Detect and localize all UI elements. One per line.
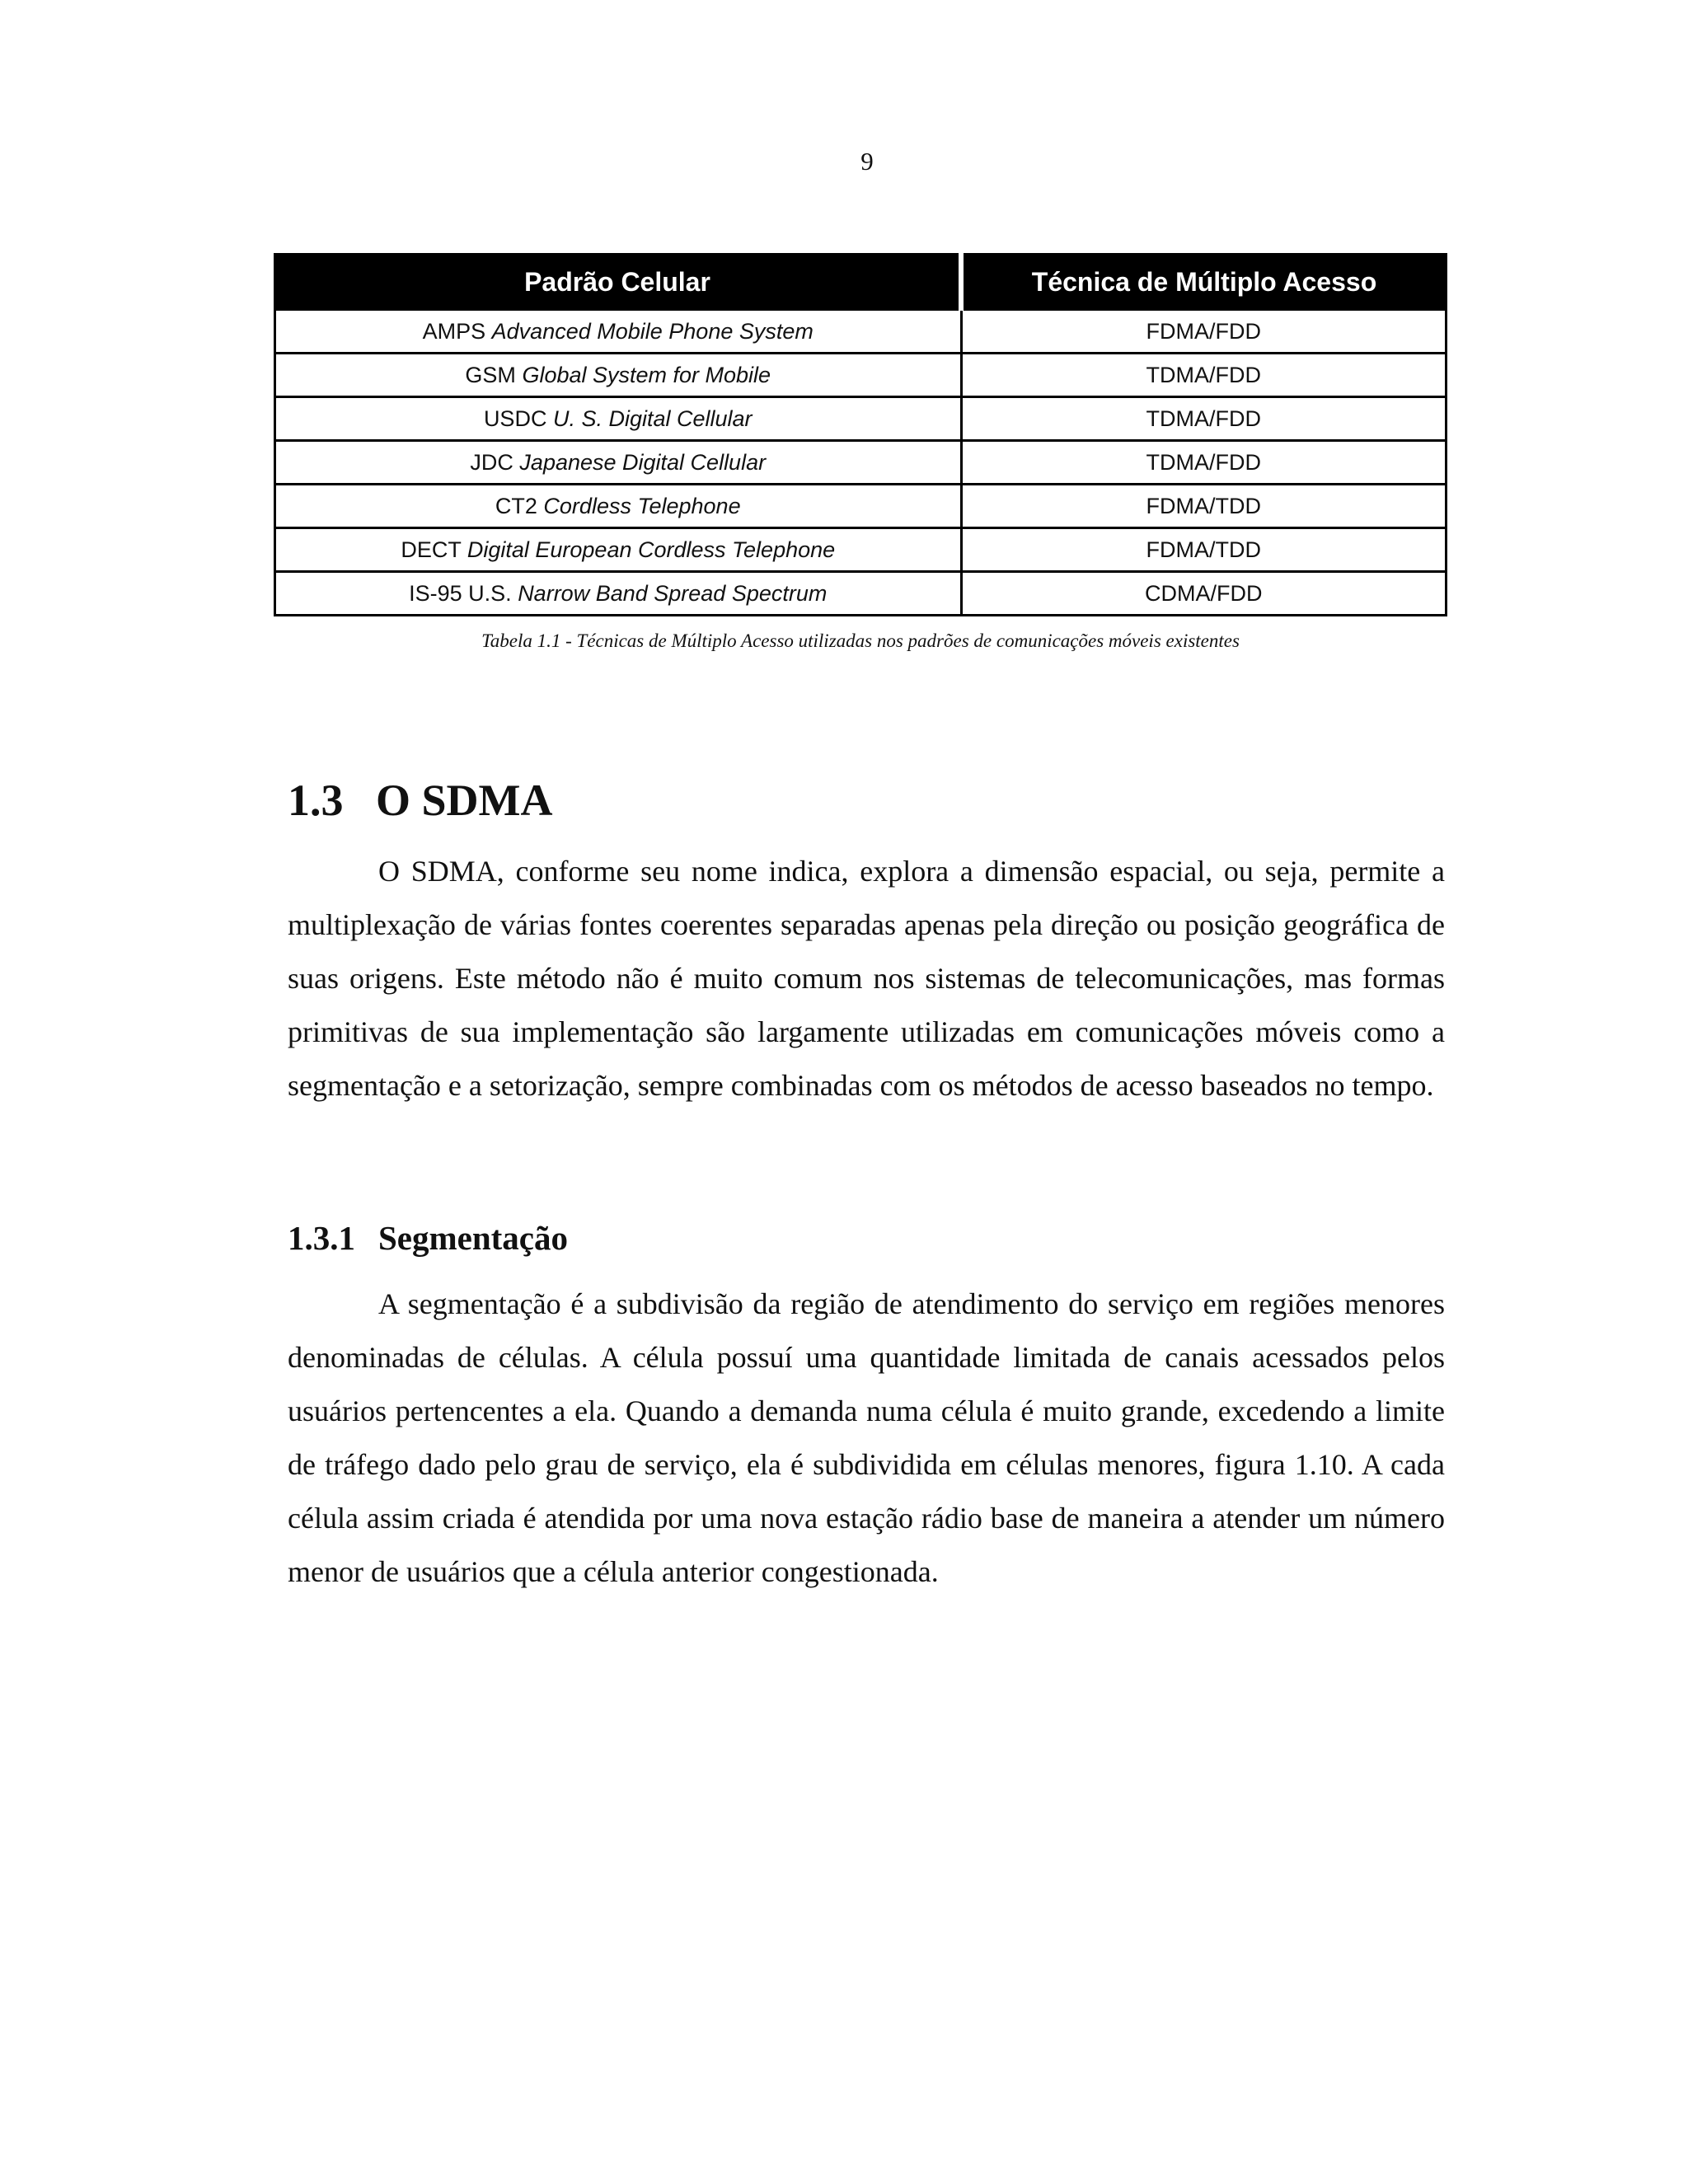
sdma-paragraph: O SDMA, conforme seu nome indica, explora a dimensão espacial, ou seja, permite a multiplexação de várias fontes coerentes separadas apenas pela direção ou posição geográfica de suas origens. Este método não é muito comum nos sistemas de telecomunicações, mas formas primitivas de sua implementação são largamente utilizadas em comunicações móveis como a segmentação e a setorização, sempre combinadas com os métodos de acesso baseados no tempo. — [288, 855, 1445, 1102]
table-row — [275, 354, 1447, 397]
standard-full-name: Advanced Mobile Phone System — [491, 318, 814, 344]
standard-full-name: Narrow Band Spread Spectrum — [518, 580, 828, 606]
standard-abbr: USDC — [483, 405, 547, 431]
standard-abbr: IS-95 U.S. — [409, 580, 512, 606]
section-heading — [288, 775, 553, 826]
subsection-heading — [288, 1218, 568, 1258]
standard-abbr: GSM — [465, 362, 516, 387]
technique-cell: TDMA/FDD — [961, 397, 1447, 441]
page-number: 9 — [860, 147, 874, 176]
header-access-technique: Técnica de Múltiplo Acesso — [961, 255, 1447, 310]
subsection-title: Segmentação — [378, 1219, 569, 1257]
segmentation-paragraph: A segmentação é a subdivisão da região de atendimento do serviço em regiões menores denominadas de células. A célula possuí uma quantidade limitada de canais acessados pelos usuários pertencentes a ela. Quando a demanda numa célula é muito grande, excedendo a limite de tráfego dado pelo grau de serviço, ela é subdividida em células menores, figura 1.10. A cada célula assim criada é atendida por uma nova estação rádio base de maneira a atender um número menor de usuários que a célula anterior congestionada. — [288, 1287, 1445, 1588]
technique-cell: CDMA/FDD — [961, 572, 1447, 616]
standard-abbr: DECT — [401, 537, 462, 562]
table-row — [275, 485, 1447, 528]
standard-cell — [275, 485, 962, 528]
table-body — [275, 310, 1447, 616]
header-cellular-standard: Padrão Celular — [275, 255, 962, 310]
standard-full-name: Japanese Digital Cellular — [519, 449, 767, 475]
standard-abbr: JDC — [470, 449, 513, 475]
table-row — [275, 528, 1447, 572]
table-row — [275, 572, 1447, 616]
standard-full-name: Global System for Mobile — [522, 362, 771, 387]
table-caption: Tabela 1.1 - Técnicas de Múltiplo Acesso utilizadas nos padrões de comunicações móveis existentes — [481, 630, 1240, 651]
standard-cell — [275, 310, 962, 354]
table-header-row — [275, 255, 1447, 310]
table-row — [275, 397, 1447, 441]
standard-cell — [275, 397, 962, 441]
standard-full-name: Cordless Telephone — [543, 493, 741, 518]
technique-cell: TDMA/FDD — [961, 354, 1447, 397]
standard-full-name: U. S. Digital Cellular — [552, 405, 753, 431]
section-title: O SDMA — [376, 776, 553, 825]
table-row — [275, 441, 1447, 485]
technique-cell: FDMA/TDD — [961, 528, 1447, 572]
standard-abbr: AMPS — [422, 318, 486, 344]
technique-cell: TDMA/FDD — [961, 441, 1447, 485]
table-row — [275, 310, 1447, 354]
standard-abbr: CT2 — [495, 493, 537, 518]
standard-cell — [275, 572, 962, 616]
standard-cell — [275, 441, 962, 485]
standard-cell — [275, 354, 962, 397]
subsection-number: 1.3.1 — [288, 1219, 355, 1257]
technique-cell: FDMA/FDD — [961, 310, 1447, 354]
standard-full-name: Digital European Cordless Telephone — [467, 537, 836, 562]
technique-cell: FDMA/TDD — [961, 485, 1447, 528]
multiple-access-table — [274, 253, 1447, 616]
standard-cell — [275, 528, 962, 572]
section-number: 1.3 — [288, 776, 344, 825]
